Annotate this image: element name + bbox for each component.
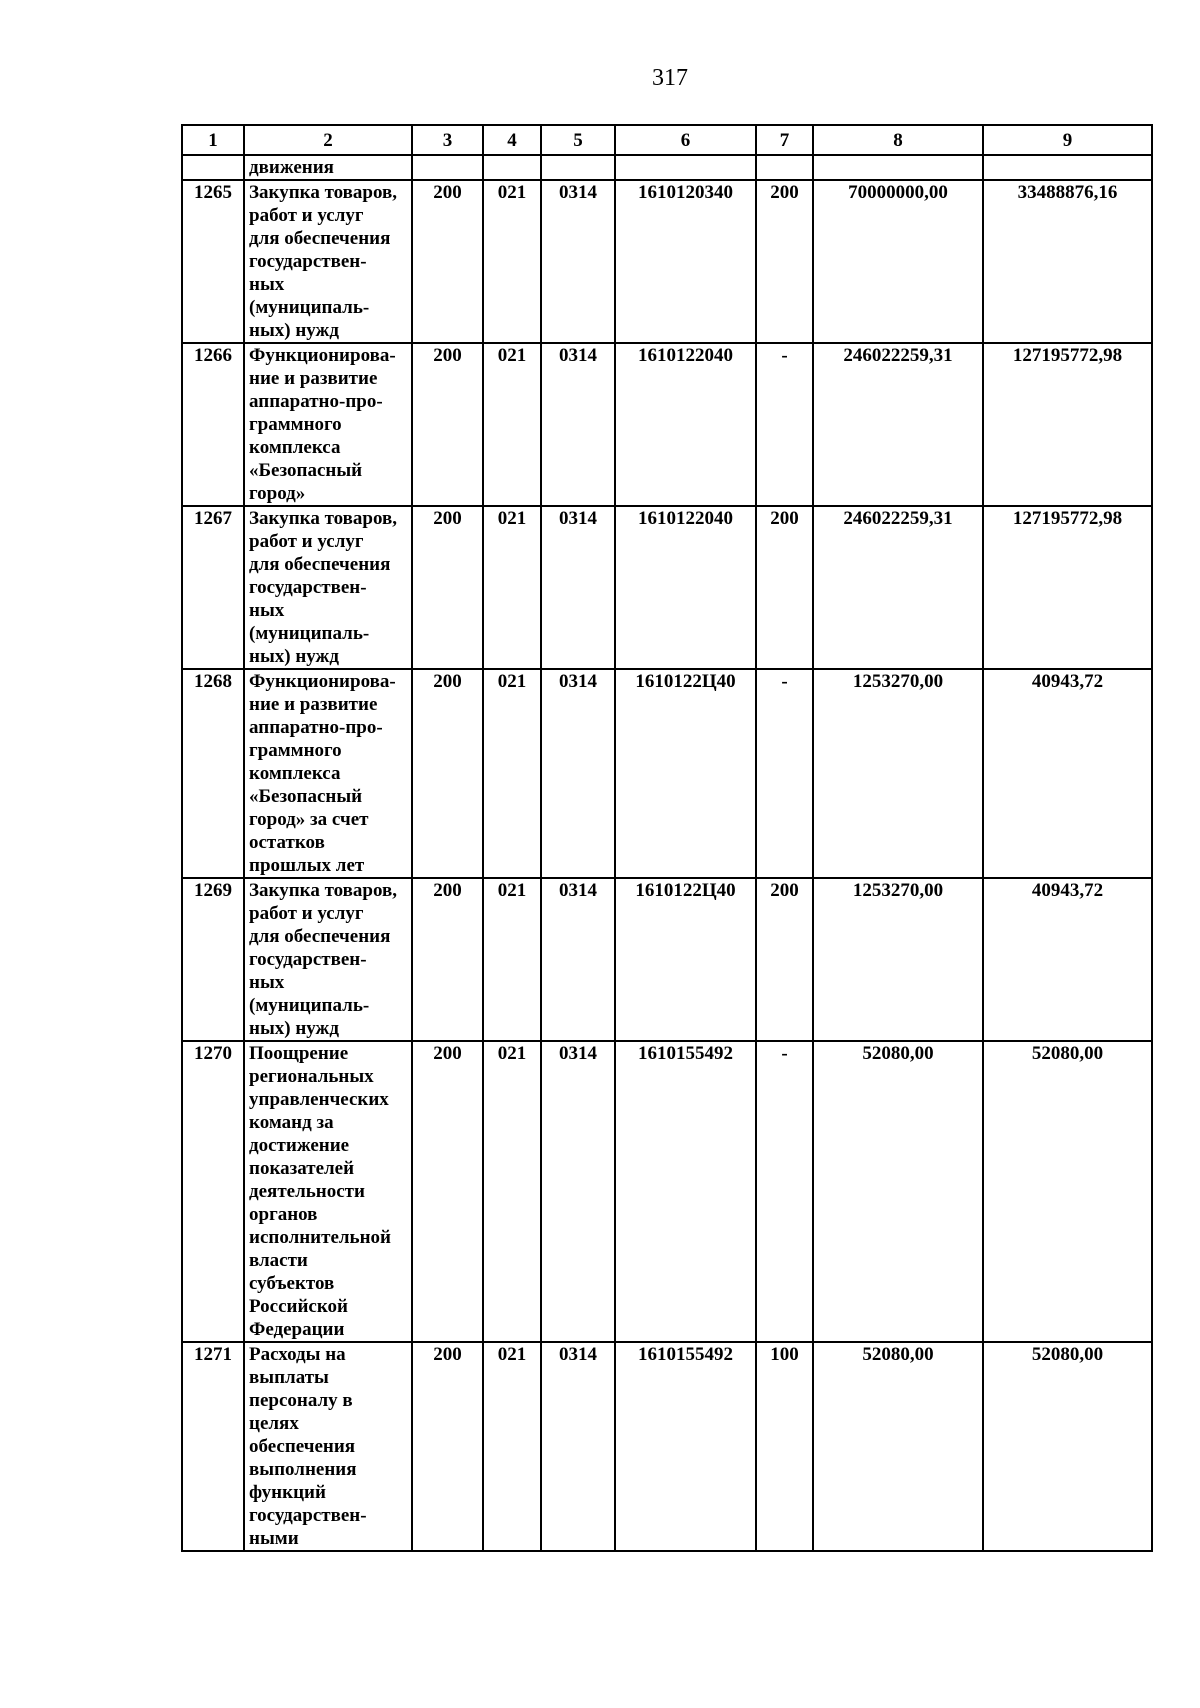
budget-table [181,124,1153,1552]
table-cell: 100 [756,1342,813,1551]
amount-cell: 52080,00 [813,1041,983,1342]
table-cell: 021 [483,180,541,343]
row-name: Функционирова- ние и развитие аппаратно-про- граммного комплекса «Безопасный город» [244,343,412,506]
amount-cell: 52080,00 [813,1342,983,1551]
table-cell [813,155,983,180]
table-cell: 200 [412,878,483,1041]
row-name: Закупка товаров, работ и услуг для обеспечения государствен- ных (муниципаль- ных) нужд [244,878,412,1041]
table-cell: 1610122Ц40 [615,669,756,878]
row-number: 1267 [182,506,244,669]
table-row [182,878,1152,1041]
table-cell: 0314 [541,180,615,343]
header-cell: 9 [983,125,1152,155]
table-row [182,506,1152,669]
header-cell: 8 [813,125,983,155]
row-name: Поощрение региональных управленческих команд за достижение показателей деятельности органов исполнительной власти субъектов Российской Федерации [244,1041,412,1342]
header-cell: 5 [541,125,615,155]
table-cell: 1610122040 [615,343,756,506]
row-name: Закупка товаров, работ и услуг для обеспечения государствен- ных (муниципаль- ных) нужд [244,506,412,669]
table-cell: 0314 [541,1041,615,1342]
row-name: Закупка товаров, работ и услуг для обеспечения государствен- ных (муниципаль- ных) нужд [244,180,412,343]
table-cell: 200 [412,1041,483,1342]
table-cell [615,155,756,180]
row-number: 1269 [182,878,244,1041]
table-row [182,1041,1152,1342]
table-cell: 1610120340 [615,180,756,343]
table-cell [541,155,615,180]
table-cell: 021 [483,1041,541,1342]
table-cell: 200 [412,669,483,878]
table-cell: 200 [412,506,483,669]
table-cell [412,155,483,180]
table-cell: 1610122Ц40 [615,878,756,1041]
amount-cell: 246022259,31 [813,343,983,506]
table-cell: 021 [483,343,541,506]
amount-cell: 52080,00 [983,1342,1152,1551]
amount-cell: 70000000,00 [813,180,983,343]
table-cell [756,155,813,180]
table-body [182,155,1152,1551]
header-cell: 6 [615,125,756,155]
amount-cell: 127195772,98 [983,343,1152,506]
table-row [182,1342,1152,1551]
row-number: 1266 [182,343,244,506]
row-name: Расходы на выплаты персоналу в целях обеспечения выполнения функций государствен- ными [244,1342,412,1551]
amount-cell: 40943,72 [983,669,1152,878]
table-cell: 021 [483,878,541,1041]
amount-cell: 40943,72 [983,878,1152,1041]
continuation-row [182,155,1152,180]
table-row [182,180,1152,343]
table-cell: 1610122040 [615,506,756,669]
table-cell: 200 [756,506,813,669]
amount-cell: 1253270,00 [813,878,983,1041]
header-cell: 3 [412,125,483,155]
row-number: 1271 [182,1342,244,1551]
row-name: Функционирова- ние и развитие аппаратно-про- граммного комплекса «Безопасный город» за счет остатков прошлых лет [244,669,412,878]
table-cell: 0314 [541,506,615,669]
table-cell: 200 [756,180,813,343]
table-cell [182,155,244,180]
table-cell: 021 [483,1342,541,1551]
table-cell [983,155,1152,180]
table-cell: 200 [412,180,483,343]
row-number: 1265 [182,180,244,343]
table-cell: 200 [756,878,813,1041]
header-cell: 1 [182,125,244,155]
amount-cell: 127195772,98 [983,506,1152,669]
row-number: 1268 [182,669,244,878]
table-cell: 021 [483,669,541,878]
amount-cell: 1253270,00 [813,669,983,878]
table-cell: - [756,1041,813,1342]
table-cell: 0314 [541,878,615,1041]
table-cell: - [756,669,813,878]
row-number: 1270 [182,1041,244,1342]
table-cell: 0314 [541,343,615,506]
table-cell: 021 [483,506,541,669]
table-cell: - [756,343,813,506]
page-number: 317 [652,65,688,91]
table-cell [483,155,541,180]
table-cell: 1610155492 [615,1041,756,1342]
amount-cell: 52080,00 [983,1041,1152,1342]
amount-cell: 33488876,16 [983,180,1152,343]
table-row [182,343,1152,506]
continuation-text: движения [244,155,412,180]
table-cell: 200 [412,1342,483,1551]
header-row [182,125,1152,155]
header-cell: 7 [756,125,813,155]
header-cell: 4 [483,125,541,155]
table-row [182,669,1152,878]
table-cell: 200 [412,343,483,506]
header-cell: 2 [244,125,412,155]
table-cell: 1610155492 [615,1342,756,1551]
amount-cell: 246022259,31 [813,506,983,669]
table-cell: 0314 [541,669,615,878]
table-cell: 0314 [541,1342,615,1551]
